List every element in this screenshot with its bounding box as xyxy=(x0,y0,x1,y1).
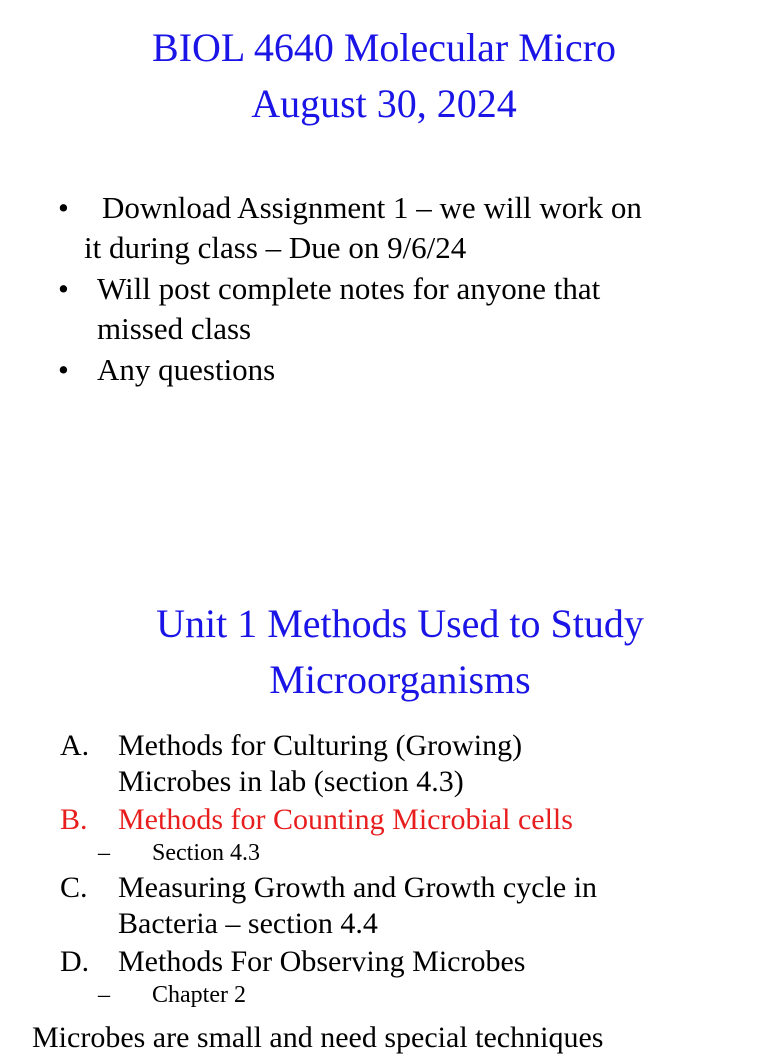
slide-2-title-line2: Microorganisms xyxy=(269,657,531,702)
bullet-text-line1: Will post complete notes for anyone that xyxy=(97,271,601,306)
bullet-text-line2: it during class – Due on 9/6/24 xyxy=(84,230,467,265)
outline-letter: B. xyxy=(60,803,88,836)
bullet-icon: • xyxy=(58,271,69,306)
outline-letter: D. xyxy=(60,945,90,978)
slide-2-title xyxy=(16,596,768,708)
dash-icon: – xyxy=(98,840,110,866)
slide-2-outline xyxy=(32,728,760,1054)
outline-item-b xyxy=(60,802,760,838)
bullet-item xyxy=(58,350,738,390)
outline-item-c xyxy=(60,870,760,942)
bullet-item xyxy=(58,269,738,349)
outline-text-line1: Methods for Counting Microbial cells xyxy=(118,803,573,836)
outline-subitem-text: Chapter 2 xyxy=(152,982,246,1008)
dash-icon: – xyxy=(98,982,110,1008)
outline-letter: A. xyxy=(60,729,90,762)
outline-item-d xyxy=(60,944,760,980)
cut-off-text-line: Microbes are small and need special techniques xyxy=(32,1021,604,1054)
outline-text-line2: Bacteria – section 4.4 xyxy=(118,907,378,940)
outline-text-line1: Methods for Culturing (Growing) xyxy=(118,729,523,762)
bullet-icon: • xyxy=(58,352,69,387)
slide-1-title-line2: August 30, 2024 xyxy=(251,81,517,126)
bullet-text-line1: Download Assignment 1 – we will work on xyxy=(102,190,642,225)
outline-text-line2: Microbes in lab (section 4.3) xyxy=(118,765,464,798)
bullet-text-line2: missed class xyxy=(97,311,252,346)
bullet-icon: • xyxy=(58,190,69,225)
outline-subitem xyxy=(60,838,760,868)
outline-item-a xyxy=(60,728,760,800)
outline-subitem xyxy=(60,980,760,1010)
slide-1-bullet-list xyxy=(58,188,738,391)
bullet-text-line1: Any questions xyxy=(97,352,276,387)
slide-2 xyxy=(0,560,768,1054)
outline-subitem-text: Section 4.3 xyxy=(152,840,260,866)
outline-text-line1: Methods For Observing Microbes xyxy=(118,945,526,978)
bullet-item xyxy=(58,188,738,268)
slide-2-title-line1: Unit 1 Methods Used to Study xyxy=(156,601,644,646)
outline-text-line1: Measuring Growth and Growth cycle in xyxy=(118,871,598,904)
slide-1-title xyxy=(0,20,768,132)
outline-letter: C. xyxy=(60,871,88,904)
slide-1-title-line1: BIOL 4640 Molecular Micro xyxy=(152,25,616,70)
